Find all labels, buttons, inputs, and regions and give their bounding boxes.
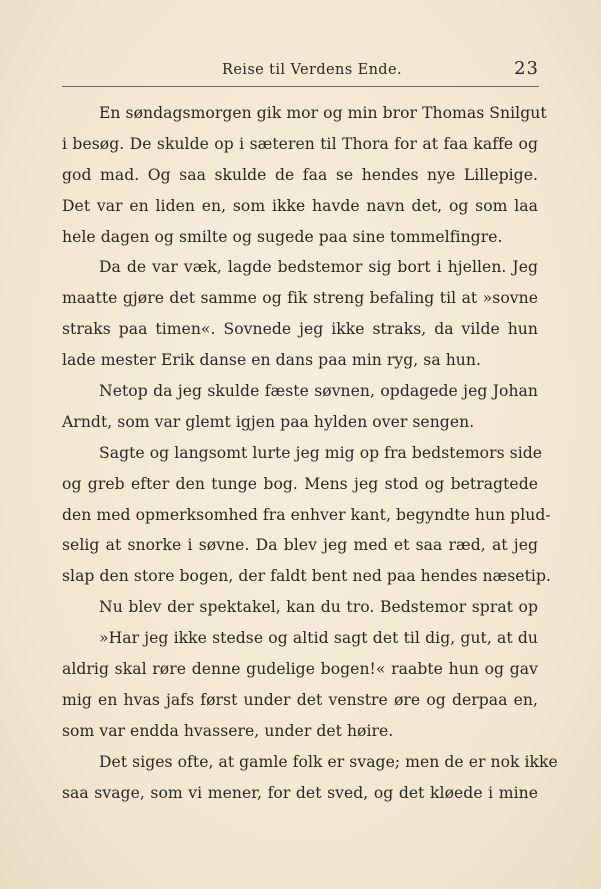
text-line: god mad. Og saa skulde de faa se hendes nye Lillepige. bbox=[62, 165, 538, 184]
text-line: »Har jeg ikke stedse og altid sagt det til dig, gut, at du bbox=[99, 629, 538, 648]
text-line: straks paa timen«. Sovnede jeg ikke straks, da vilde hun bbox=[62, 320, 538, 339]
text-line: aldrig skal røre denne gudelige bogen!« raabte hun og gav bbox=[62, 660, 538, 679]
text-line: saa svage, som vi mener, for det sved, og det kløede i mine bbox=[62, 783, 538, 802]
text-line: maatte gjøre det samme og fik streng befaling til at »sovne bbox=[62, 289, 538, 308]
text-line: Netop da jeg skulde fæste søvnen, opdagede jeg Johan bbox=[99, 382, 538, 401]
text-line: Nu blev der spektakel, kan du tro. Bedstemor sprat op bbox=[99, 598, 538, 617]
text-line: mig en hvas jafs først under det venstre øre og derpaa en, bbox=[62, 690, 538, 709]
text-line: Sagte og langsomt lurte jeg mig op fra bedstemors side bbox=[99, 443, 543, 462]
page-number: 23 bbox=[514, 58, 539, 79]
text-line: i besøg. De skulde op i sæteren til Thora for at faa kaffe og bbox=[62, 134, 538, 153]
text-line: som var endda hvassere, under det høire. bbox=[62, 721, 394, 740]
text-line: slap den store bogen, der faldt bent ned paa hendes næsetip. bbox=[62, 567, 551, 586]
text-line: En søndagsmorgen gik mor og min bror Thomas Snilgut bbox=[99, 104, 547, 122]
text-line: og greb efter den tunge bog. Mens jeg stod og betragtede bbox=[62, 474, 538, 493]
body-text bbox=[62, 98, 558, 808]
running-header bbox=[62, 58, 539, 87]
text-line: selig at snorke i søvne. Da blev jeg med et saa ræd, at jeg bbox=[62, 536, 538, 555]
text-line: den med opmerksomhed fra enhver kant, begyndte hun plud- bbox=[62, 505, 551, 524]
running-title: Reise til Verdens Ende. bbox=[222, 62, 402, 78]
text-line: Det var en liden en, som ikke havde navn det, og som laa bbox=[62, 196, 538, 215]
text-line: hele dagen og smilte og sugede paa sine tommelfingre. bbox=[62, 227, 503, 246]
text-line: Arndt, som var glemt igjen paa hylden over sengen. bbox=[62, 412, 475, 431]
text-line: lade mester Erik danse en dans paa min ryg, sa hun. bbox=[62, 351, 481, 370]
text-line: Det siges ofte, at gamle folk er svage; men de er nok ikke bbox=[99, 752, 558, 771]
text-line: Da de var væk, lagde bedstemor sig bort i hjellen. Jeg bbox=[99, 258, 538, 277]
